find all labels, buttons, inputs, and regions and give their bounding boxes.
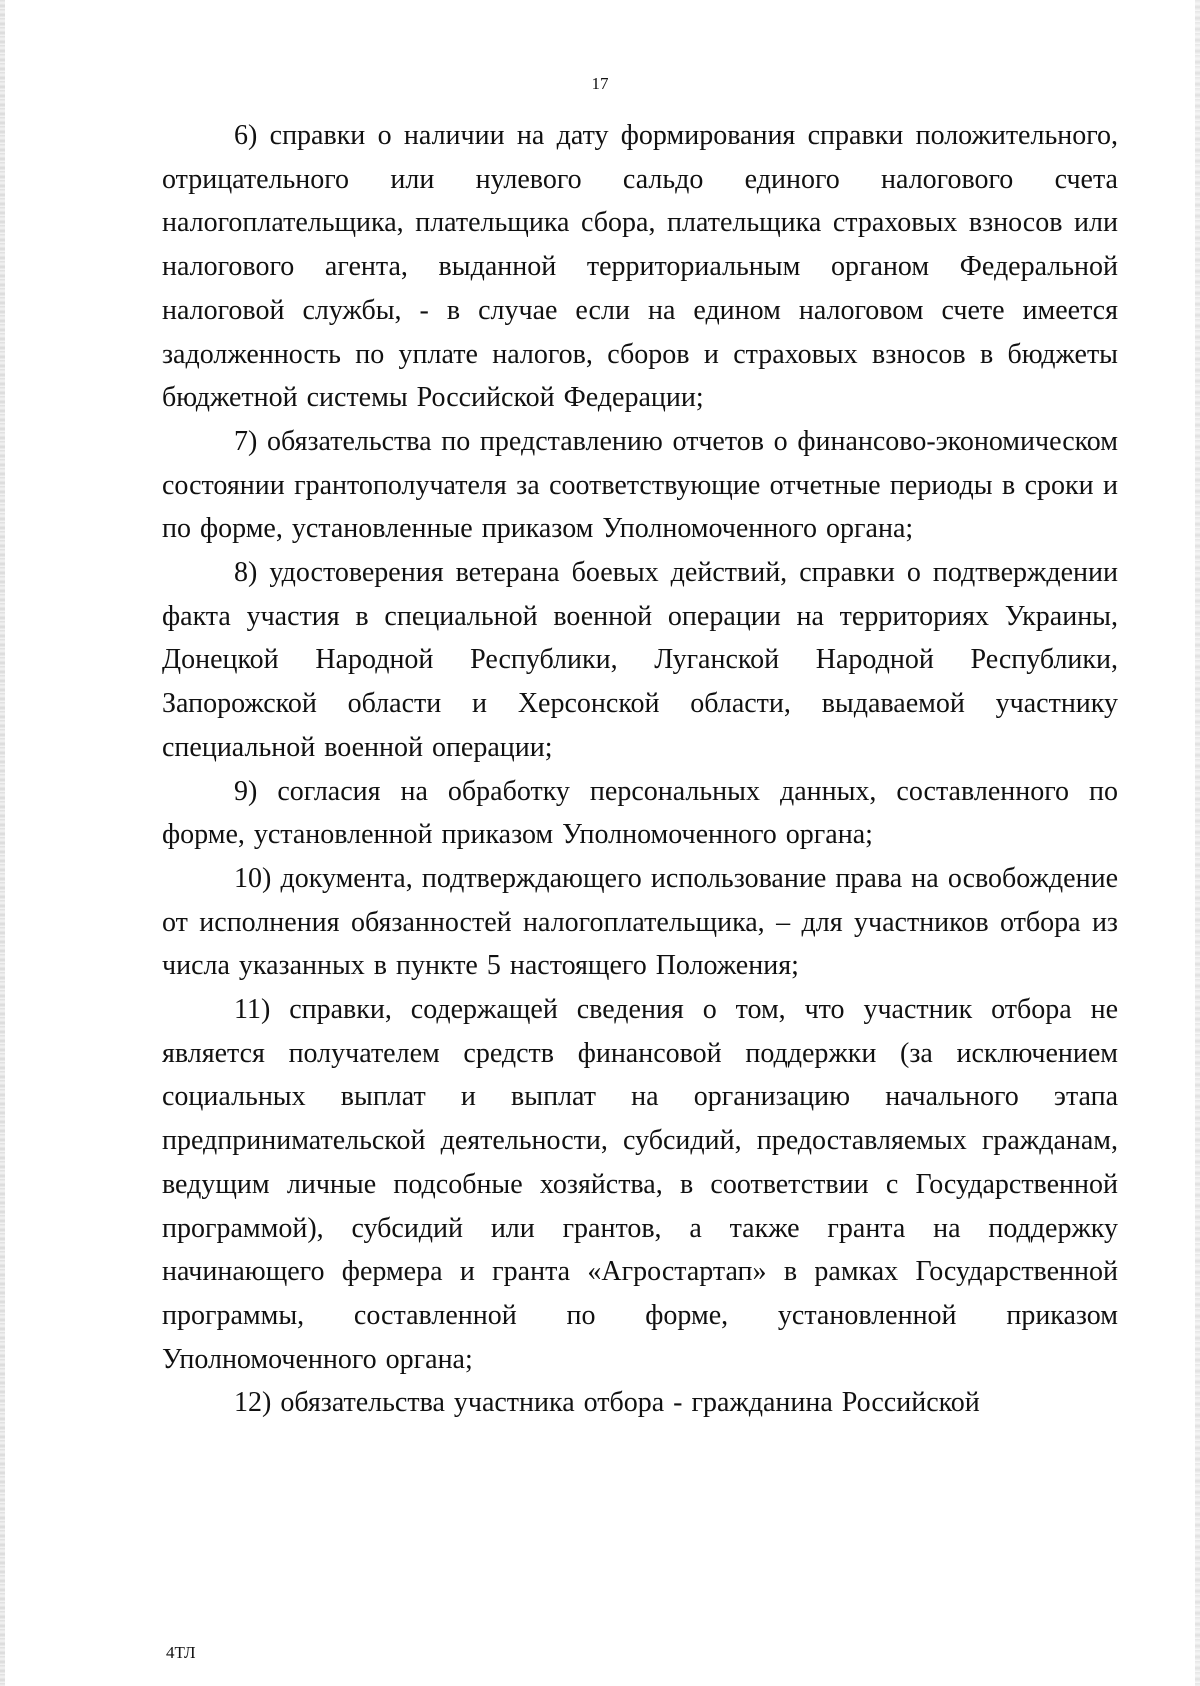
paragraph-item-11: 11) справки, содержащей сведения о том, что участник отбора не является получателем средств финансовой поддержки (за исключением социальных выплат и выплат на организацию начального этапа предпринимательской деятельности, субсидий, предоставляемых гражданам, ведущим личные подсобные хозяйства, в соответствии с Государственной программой), субсидий или грантов, а также гранта на поддержку начинающего фермера и гранта «Агростартап» в рамках Государственной программы, составленной по форме, установленной приказом Уполномоченного органа;: [162, 994, 1118, 1375]
scan-edge-right: [1195, 0, 1200, 1686]
document-body: [162, 114, 1118, 1425]
footer-document-code: 4ТЛ: [166, 1643, 196, 1662]
paragraph-item-8: 8) удостоверения ветерана боевых действий, справки о подтверждении факта участия в специальной военной операции на территориях Украины, Донецкой Народной Республики, Луганской Народной Республики, Запорожской области и Херсонской области, выдаваемой участнику специальной военной операции;: [162, 557, 1118, 763]
paragraph-item-12: 12) обязательства участника отбора - гражданина Российской: [234, 1387, 980, 1419]
paragraph-item-7: 7) обязательства по представлению отчетов о финансово-экономическом состоянии грантополучателя за соответствующие отчетные периоды в сроки и по форме, установленные приказом Уполномоченного органа;: [162, 425, 1118, 545]
paragraph-item-9: 9) согласия на обработку персональных данных, составленного по форме, установленной приказом Уполномоченного органа;: [162, 775, 1118, 851]
paragraph-item-6: 6) справки о наличии на дату формирования справки положительного, отрицательного или нулевого сальдо единого налогового счета налогоплательщика, плательщика сбора, плательщика страховых взносов или налогового агента, выданной территориальным органом Федеральной налоговой службы, - в случае если на едином налоговом счете имеется задолженность по уплате налогов, сборов и страховых взносов в бюджеты бюджетной системы Российской Федерации;: [162, 120, 1118, 414]
page-number: 17: [591, 74, 609, 93]
scan-edge-left: [0, 0, 5, 1686]
paragraph-item-10: 10) документа, подтверждающего использование права на освобождение от исполнения обязанностей налогоплательщика, – для участников отбора из числа указанных в пункте 5 настоящего Положения;: [162, 862, 1118, 982]
